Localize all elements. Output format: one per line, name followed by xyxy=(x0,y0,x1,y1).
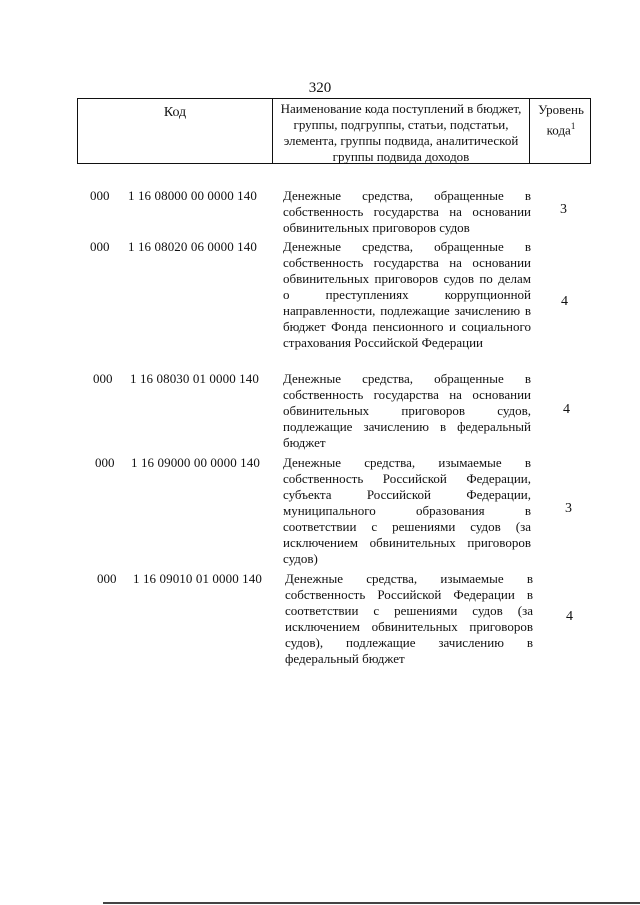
row-admin-code: 000 xyxy=(95,455,115,470)
page-number: 320 xyxy=(308,80,332,96)
table-header xyxy=(77,98,591,164)
row-description: Денежные средства, изымаемые в собственность Российской Федерации, субъекта Российской Федерации, муниципального образования в соответствии с решениями судов (за исключением обвинительных приговоров судов) xyxy=(283,455,531,566)
row-description: Денежные средства, изымаемые в собственность Российской Федерации в соответствии с решениями судов (за исключением обвинительных приговоров судов), подлежащие зачислению в федеральный бюджет xyxy=(285,571,533,666)
header-level-label: Уровень кода xyxy=(538,102,584,138)
row-description: Денежные средства, обращенные в собственность государства на основании обвинительных приговоров судов, подлежащие зачислению в федеральный бюджет xyxy=(283,371,531,450)
header-level-footnote: 1 xyxy=(570,121,576,131)
row-admin-code: 000 xyxy=(90,188,110,203)
row-description: Денежные средства, обращенные в собственность государства на основании обвинительных приговоров судов по делам о преступлениях коррупционной направленности, подлежащие зачислению в бюджет Фонда пенсионного и социального страхования Российской Федерации xyxy=(283,239,531,350)
row-admin-code: 000 xyxy=(90,239,110,254)
row-level: 4 xyxy=(561,294,568,309)
header-code: Код xyxy=(78,99,273,163)
row-income-code: 1 16 09000 00 0000 140 xyxy=(131,455,260,470)
header-level xyxy=(530,99,592,163)
row-income-code: 1 16 08020 06 0000 140 xyxy=(128,239,257,254)
row-income-code: 1 16 08000 00 0000 140 xyxy=(128,188,257,203)
row-admin-code: 000 xyxy=(93,371,113,386)
row-level: 3 xyxy=(565,501,572,516)
row-level: 3 xyxy=(560,202,567,217)
header-name: Наименование кода поступлений в бюджет, группы, подгруппы, статьи, подстатьи, элемента, группы подвида, аналитической группы подвида доходов xyxy=(273,99,530,163)
row-income-code: 1 16 08030 01 0000 140 xyxy=(130,371,259,386)
row-level: 4 xyxy=(563,402,570,417)
row-description: Денежные средства, обращенные в собственность государства на основании обвинительных приговоров судов xyxy=(283,188,531,235)
scan-edge-line xyxy=(103,902,640,904)
row-level: 4 xyxy=(566,609,573,624)
row-income-code: 1 16 09010 01 0000 140 xyxy=(133,571,262,586)
row-admin-code: 000 xyxy=(97,571,117,586)
